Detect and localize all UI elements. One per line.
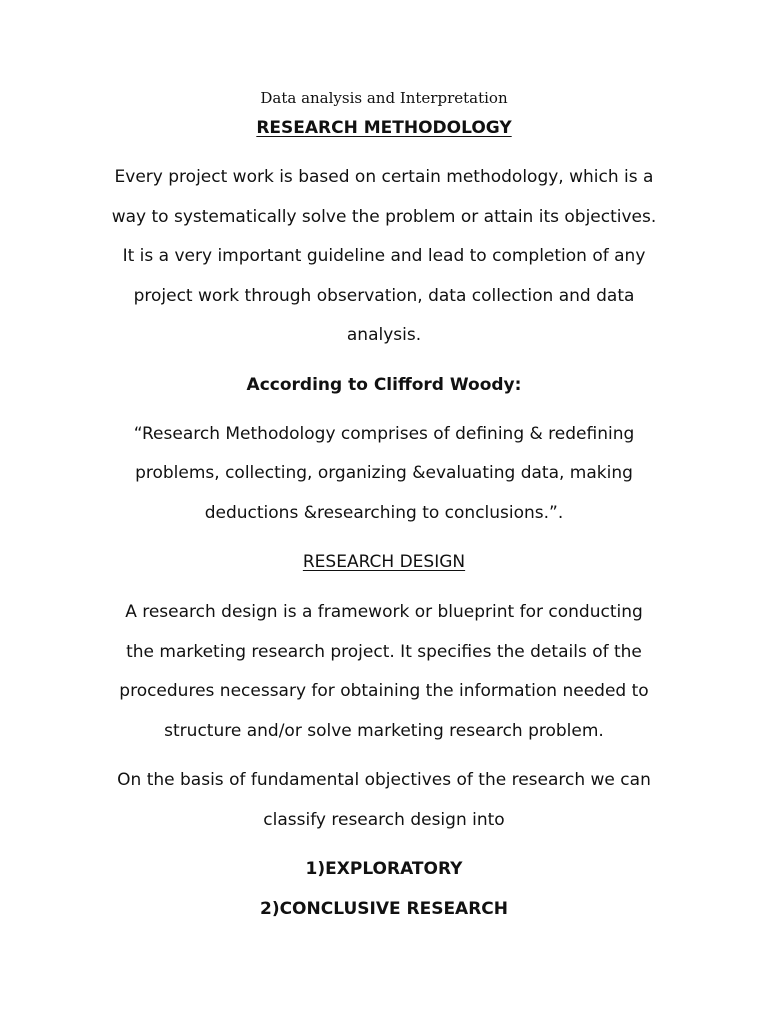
- quote-attribution: According to Clifford Woody:: [246, 375, 522, 395]
- paragraph-design-line-3: procedures necessary for obtaining the information needed to: [119, 681, 649, 701]
- heading-research-design: RESEARCH DESIGN: [302, 552, 466, 572]
- quote-line-2: problems, collecting, organizing &evaluating data, making: [135, 463, 633, 483]
- paragraph-methodology-line-3: It is a very important guideline and lead to completion of any: [122, 246, 646, 266]
- heading-research-methodology: RESEARCH METHODOLOGY: [256, 118, 512, 138]
- paragraph-methodology-line-1: Every project work is based on certain methodology, which is a: [114, 167, 654, 187]
- list-item-conclusive-research: 2)CONCLUSIVE RESEARCH: [259, 899, 509, 919]
- quote-line-3: deductions &researching to conclusions.”.: [204, 503, 564, 523]
- paragraph-design-line-1: A research design is a framework or blueprint for conducting: [125, 602, 643, 622]
- paragraph-methodology-line-4: project work through observation, data collection and data: [133, 286, 635, 306]
- quote-line-1: “Research Methodology comprises of defining & redefining: [133, 424, 635, 444]
- list-item-exploratory: 1)EXPLORATORY: [305, 859, 463, 879]
- paragraph-design-line-4: structure and/or solve marketing research problem.: [164, 721, 604, 741]
- paragraph-design-line-2: the marketing research project. It specifies the details of the: [126, 642, 642, 662]
- paragraph-methodology-line-2: way to systematically solve the problem or attain its objectives.: [111, 207, 657, 227]
- paragraph-classification-line-1: On the basis of fundamental objectives of the research we can: [117, 770, 651, 790]
- paragraph-methodology-line-5: analysis.: [346, 325, 422, 345]
- paragraph-classification-line-2: classify research design into: [263, 810, 505, 830]
- document-top-title: Data analysis and Interpretation: [260, 89, 508, 107]
